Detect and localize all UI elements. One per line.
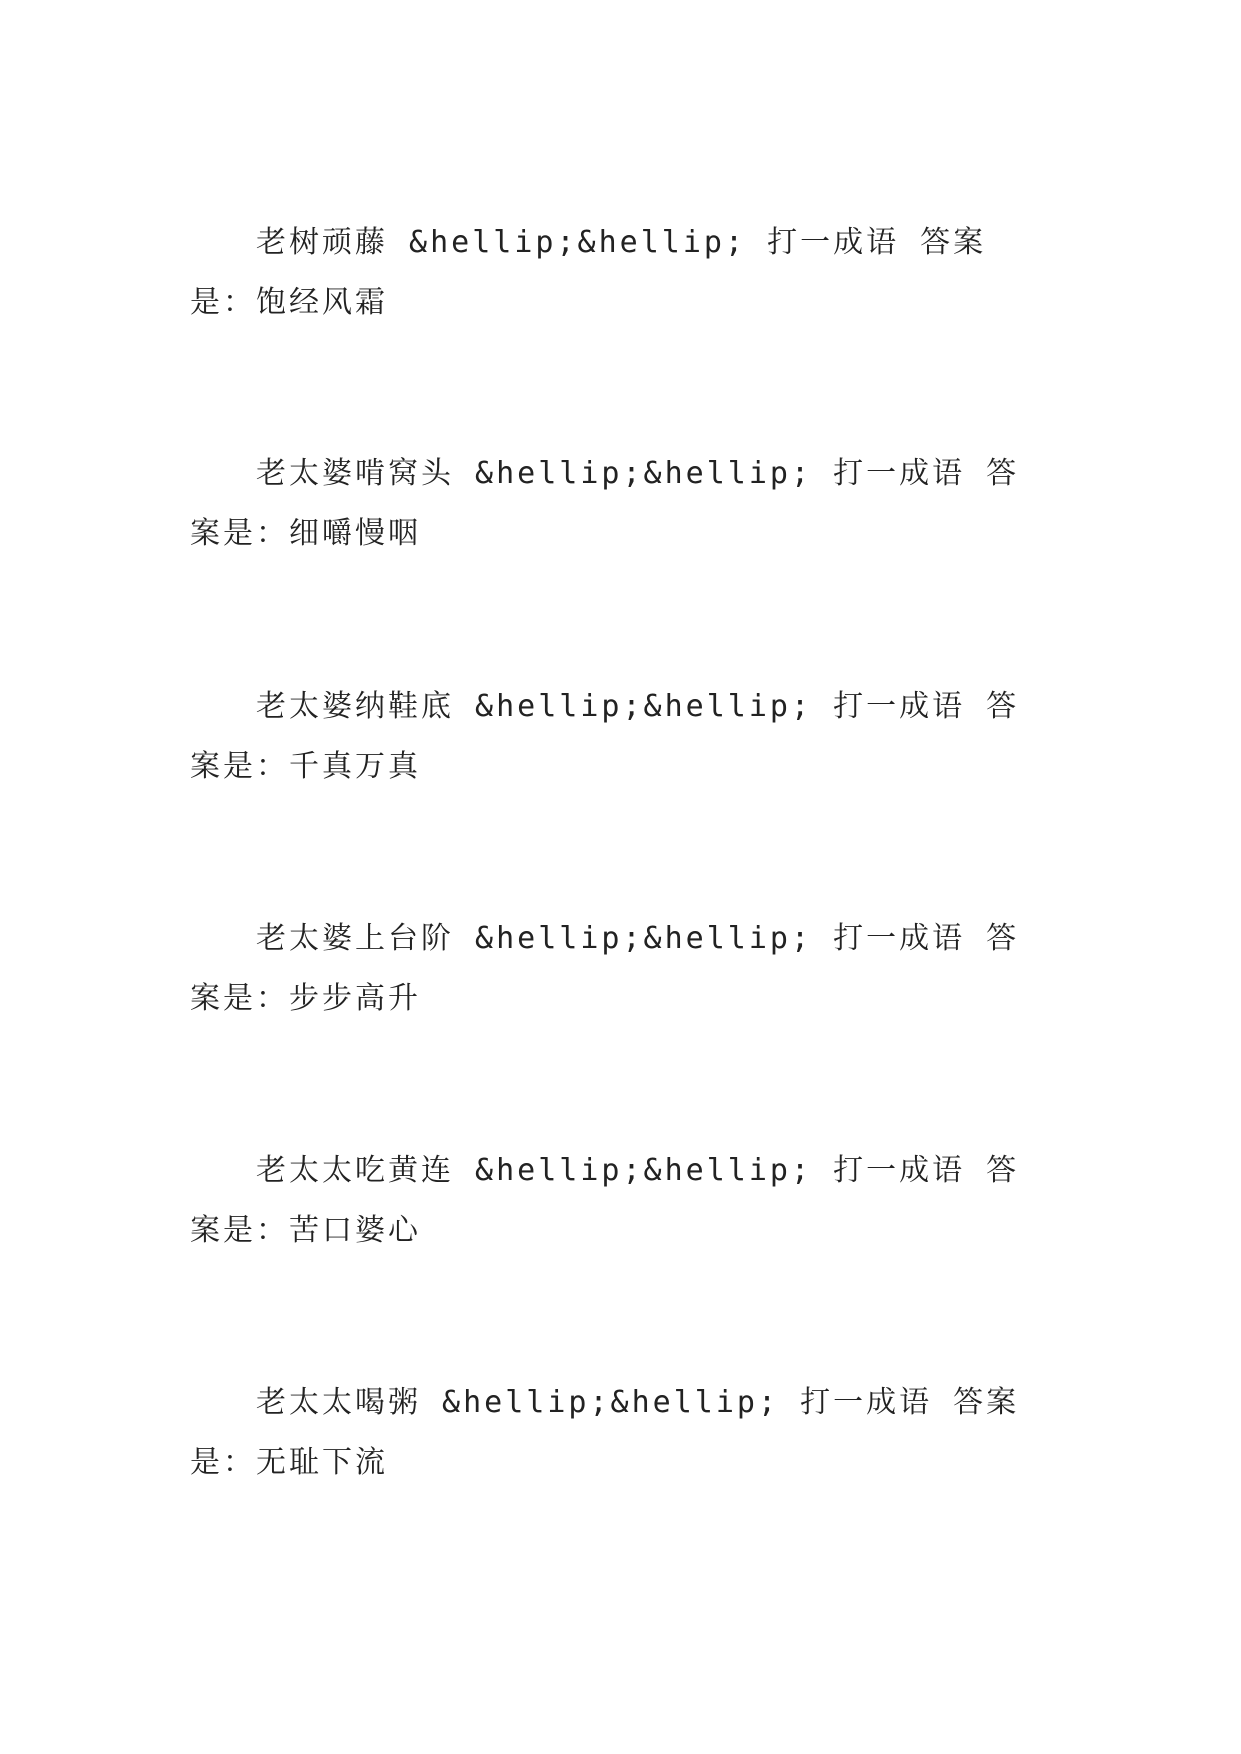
separator: &hellip;&hellip; xyxy=(421,1385,801,1420)
answer-text: 饱经风霜 xyxy=(256,285,388,320)
riddle-entry xyxy=(190,1373,1050,1493)
riddle-hint: 打一成语 xyxy=(800,1385,933,1420)
riddle-text: 老太太喝粥 xyxy=(256,1385,421,1420)
answer-label: 答案是： xyxy=(190,1385,1020,1480)
separator: &hellip;&hellip; xyxy=(454,921,834,956)
riddle-hint: 打一成语 xyxy=(833,921,966,956)
separator: &hellip;&hellip; xyxy=(454,456,834,491)
riddle-entry xyxy=(190,213,1050,333)
riddle-entry xyxy=(190,677,1050,797)
riddle-text: 老太婆上台阶 xyxy=(256,921,454,956)
answer-label: 答案是： xyxy=(190,1153,1020,1248)
riddle-hint: 打一成语 xyxy=(833,1153,966,1188)
answer-label: 答案是： xyxy=(190,456,1020,551)
riddle-text: 老太婆啃窝头 xyxy=(256,456,454,491)
answer-label: 答案是： xyxy=(190,225,987,320)
riddle-entry xyxy=(190,909,1050,1029)
answer-text: 细嚼慢咽 xyxy=(289,516,421,551)
riddle-text: 老树顽藤 xyxy=(256,225,388,260)
separator: &hellip;&hellip; xyxy=(388,225,768,260)
riddle-entry xyxy=(190,1141,1050,1261)
answer-label: 答案是： xyxy=(190,921,1020,1016)
riddle-text: 老太太吃黄连 xyxy=(256,1153,454,1188)
riddle-hint: 打一成语 xyxy=(833,689,966,724)
answer-text: 步步高升 xyxy=(289,981,421,1016)
answer-text: 苦口婆心 xyxy=(289,1213,421,1248)
answer-text: 千真万真 xyxy=(289,749,421,784)
separator: &hellip;&hellip; xyxy=(454,689,834,724)
answer-text: 无耻下流 xyxy=(256,1445,388,1480)
riddle-text: 老太婆纳鞋底 xyxy=(256,689,454,724)
riddle-hint: 打一成语 xyxy=(767,225,900,260)
riddle-entry xyxy=(190,444,1050,564)
separator: &hellip;&hellip; xyxy=(454,1153,834,1188)
riddle-hint: 打一成语 xyxy=(833,456,966,491)
answer-label: 答案是： xyxy=(190,689,1020,784)
